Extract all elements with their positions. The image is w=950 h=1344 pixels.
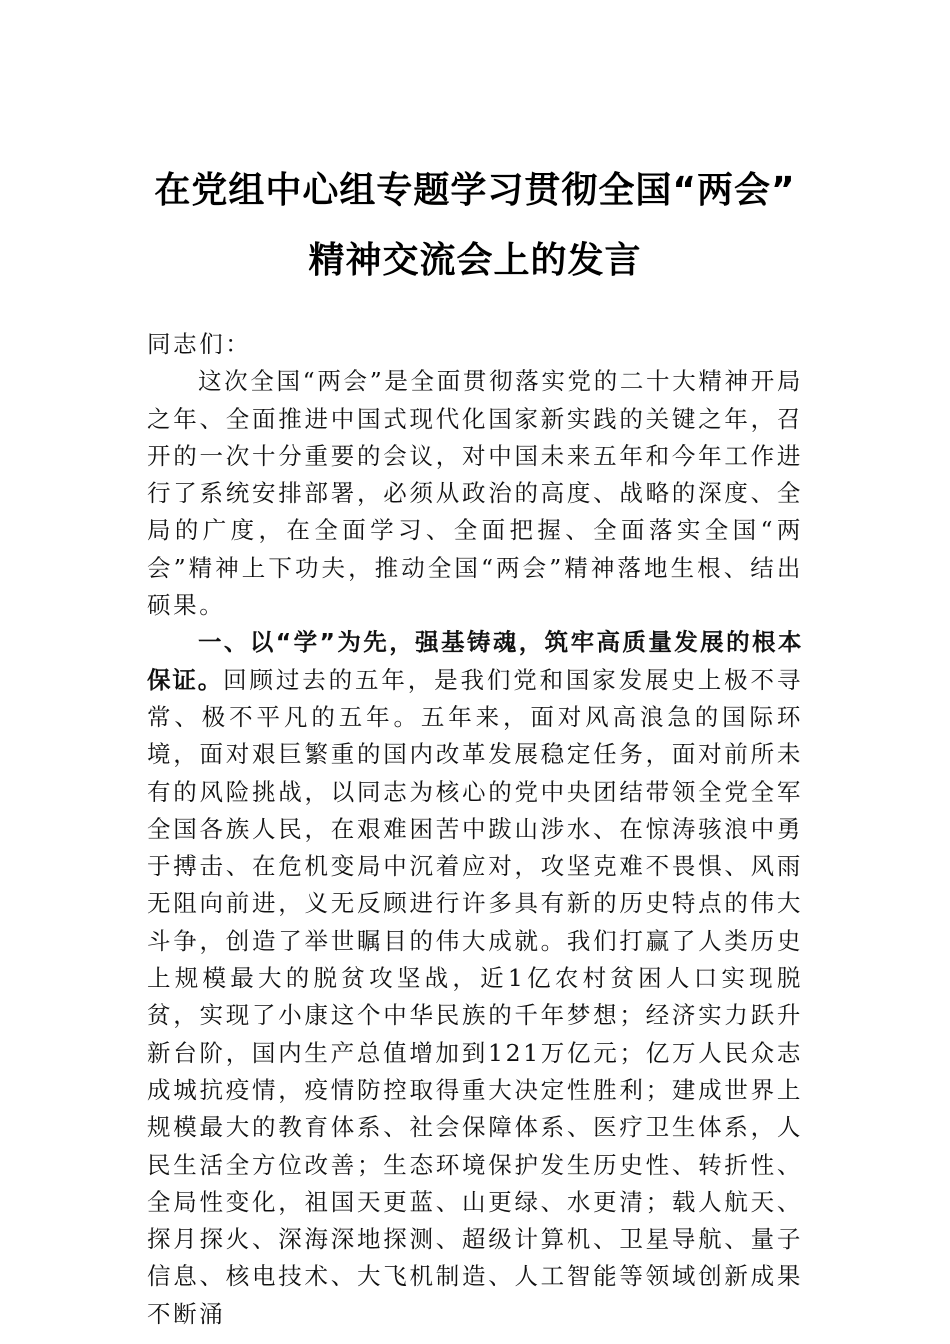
section-body-1: 回顾过去的五年，是我们党和国家发展史上极不寻常、极不平凡的五年。五年来，面对风高浪急的国际环境，面对艰巨繁重的国内改革发展稳定任务，面对前所未有的风险挑战，以同志为核心的党中央团结带领全党全军全国各族人民，在艰难困苦中跋山涉水、在惊涛骇浪中勇于搏击、在危机变局中沉着应对，攻坚克难不畏惧、风雨无阻向前进，义无反顾进行许多具有新的历史特点的伟大斗争，创造了举世瞩目的伟大成就。我们打赢了人类历史上规模最大的脱贫攻坚战，近1亿农村贫困人口实现脱贫，实现了小康这个中华民族的千年梦想；经济实力跃升新台阶，国内生产总值增加到121万亿元；亿万人民众志成城抗疫情，疫情防控取得重大决定性胜利；建成世界上规模最大的教育体系、社会保障体系、医疗卫生体系，人民生活全方位改善；生态环境保护发生历史性、转折性、全局性变化，祖国天更蓝、山更绿、水更清；载人航天、探月探火、深海深地探测、超级计算机、卫星导航、量子信息、核电技术、大飞机制造、人工智能等领域创新成果不断涌 — [147, 665, 803, 1328]
section-heading-1: 一、以“学”为先，强基铸魂，筑牢高质量发展的根本保证。 — [147, 628, 803, 694]
paragraph-intro: 这次全国“两会”是全面贯彻落实党的二十大精神开局之年、全面推进中国式现代化国家新实践的关键之年，召开的一次十分重要的会议，对中国未来五年和今年工作进行了系统安排部署，必须从政治的高度、战略的深度、全局的广度，在全面学习、全面把握、全面落实全国“两会”精神上下功夫，推动全国“两会”精神落地生根、结出硕果。 — [147, 367, 803, 620]
document-title-line-2: 精神交流会上的发言 — [308, 240, 642, 281]
document-body — [147, 326, 803, 1333]
salutation: 同志们： — [147, 330, 252, 358]
document-title-line-1: 在党组中心组专题学习贯彻全国“两会” — [154, 170, 796, 211]
paragraph-section-1 — [147, 624, 803, 1333]
